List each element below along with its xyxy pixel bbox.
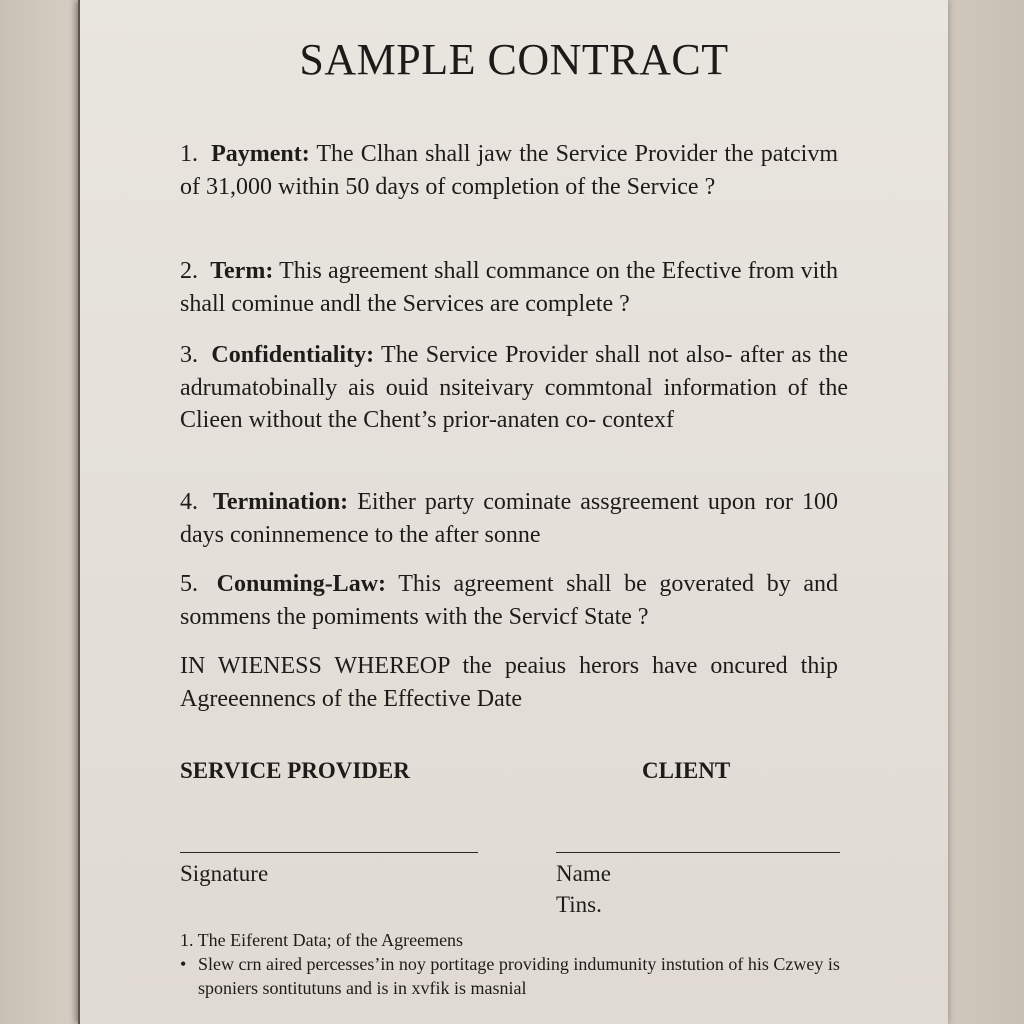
clause-heading: Payment: xyxy=(211,141,310,167)
footnote-bullet xyxy=(180,952,850,1000)
client-signature-line xyxy=(556,852,840,853)
clause-confidentiality xyxy=(180,339,848,437)
clause-term xyxy=(180,255,838,320)
clause-heading: Termination: xyxy=(213,489,349,515)
clause-termination xyxy=(180,486,838,551)
clause-governing-law xyxy=(180,568,838,633)
clause-number: 4. xyxy=(180,489,198,515)
clause-text: This agreement shall be goverated by and sommens the pomiments with the Servicf State ? xyxy=(180,571,838,630)
clause-number: 5. xyxy=(180,571,198,597)
footnote-bullet-text: Slew crn aired percesses’in noy portitage providing indumunity instution of his Czwey is sponiers sontitutuns and is in xvfik is masnial xyxy=(198,954,840,998)
service-provider-heading: SERVICE PROVIDER xyxy=(180,758,410,783)
clause-number: 3. xyxy=(180,342,198,368)
clause-text: This agreement shall commance on the Efective from vith shall cominue andl the Services are complete ? xyxy=(180,258,838,317)
name-label: Name xyxy=(556,861,611,886)
bullet-icon: • xyxy=(180,954,187,974)
clause-heading: Conuming-Law: xyxy=(216,571,387,597)
title-label: Tins. xyxy=(556,892,602,917)
clause-heading: Term: xyxy=(210,258,274,284)
clause-payment xyxy=(180,138,838,203)
contract-page xyxy=(78,0,948,1024)
footnotes xyxy=(180,928,850,1000)
document-title: SAMPLE CONTRACT xyxy=(299,35,729,84)
signature-label: Signature xyxy=(180,861,269,886)
clause-number: 1. xyxy=(180,141,198,167)
clause-text: The Clhan shall jaw the Service Provider the patcivm of 31,000 within 50 days of completion of the Service ? xyxy=(180,141,839,200)
footnote-numbered: 1. The Eiferent Data; of the Agreemens xyxy=(180,930,464,950)
clause-text: The Service Provider shall not also- after as the adrumatobinally ais ouid nsiteivary commtonal information of the Clieen without the Chent’s prior-anaten co- contexf xyxy=(180,342,848,433)
provider-signature-line xyxy=(180,852,478,853)
client-heading: CLIENT xyxy=(642,758,731,783)
clause-number: 2. xyxy=(180,258,198,284)
clause-text: Either party cominate assgreement upon ror 100 days coninnemence to the after sonne xyxy=(180,489,839,548)
clause-heading: Confidentiality: xyxy=(211,342,375,368)
witness-statement: IN WIENESS WHEREOP the peaius herors have oncured thip Agreeennencs of the Effective Date xyxy=(180,653,838,712)
